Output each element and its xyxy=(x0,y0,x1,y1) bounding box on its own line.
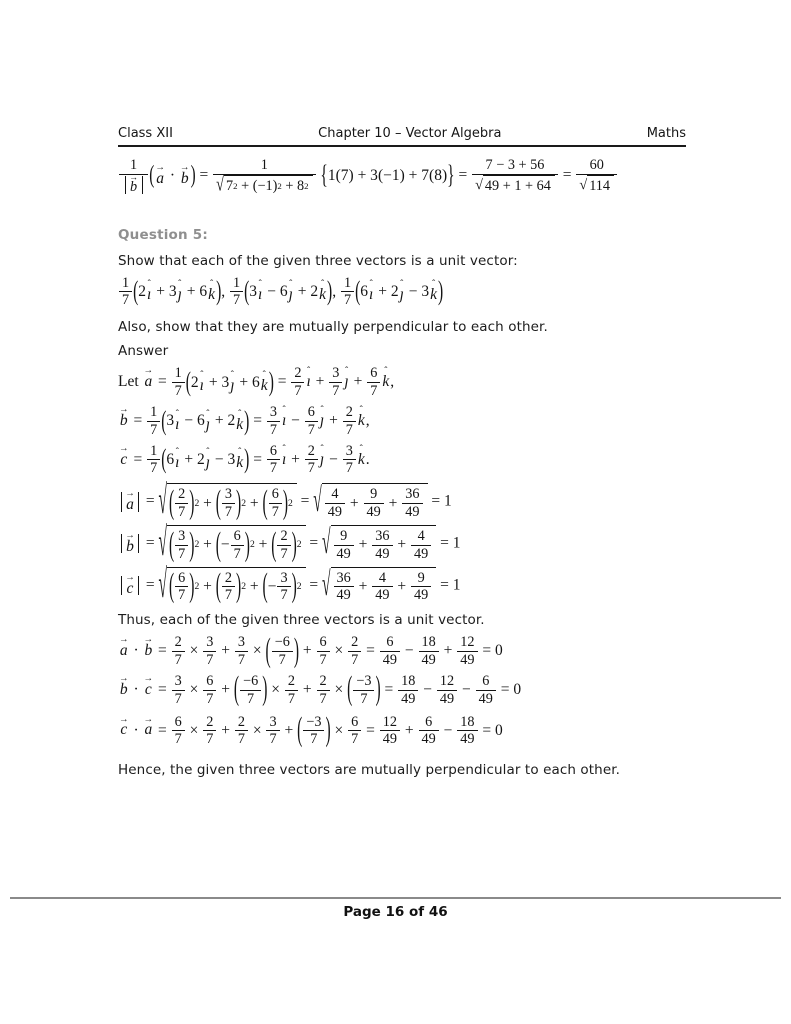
equation-magnitude-c: → c = √ ( 6 7 ) 2 + ( 2 7 ) 2 + ( − $\frac{3}{7}$ ) 2 = √ 36 49 + $\frac{4}{49}$ + $\frac{9}{49}$ = 1 xyxy=(118,567,686,605)
equation-dot-ca: → c · → a = $\frac{6}{7}$ × $\frac{2}{7}$ + $\frac{2}{7}$ × $\frac{3}{7}$ + ( −3 7 ) × $\frac{6}{7}$ = $\frac{12}{49}$ + $\frac{6}{49}$ − $\frac{18}{49}$ = 0 xyxy=(119,711,503,750)
equation-dot-product-result: 1 → b ( → a · → b ) = 1 √ 7 2 + ( −1 ) 2 + 8 2 { 1 ( 7 ) + 3 ( −1 ) + 7 ( 8 ) } = 7 − 3 + 56 √ 49 + 1 + 64 = 60 √ 114 xyxy=(118,157,686,195)
question-label: Question 5: xyxy=(118,226,208,243)
equation-dot-ab: → a · → b = $\frac{2}{7}$ × $\frac{3}{7}$ + $\frac{3}{7}$ × ( −6 7 ) + $\frac{6}{7}$ × $\frac{2}{7}$ = $\frac{6}{49}$ − $\frac{18}{49}$ + $\frac{12}{49}$ = 0 xyxy=(119,632,503,670)
header-class: Class XII xyxy=(118,126,173,141)
answer-label: Answer xyxy=(118,343,169,360)
equation-vector-b: → b = $\frac{1}{7}$ ( 3 ˆ ı − 6 ˆ ȷ + 2 ˆ k ) = $\frac{3}{7}$ ˆ ı − $\frac{6}{7}$ ˆ ȷ + $\frac{2}{7}$ ˆ k , xyxy=(119,403,370,438)
hence-text: Hence, the given three vectors are mutually perpendicular to each other. xyxy=(118,762,621,779)
equation-magnitude-a: → a = √ ( 2 7 ) 2 + ( 3 7 ) 2 + ( 6 7 ) 2 = √ 4 49 + $\frac{9}{49}$ + $\frac{36}{49}$ = 1 xyxy=(118,483,686,521)
equation-let-a: Let → a = $\frac{1}{7}$ ( 2 ˆ ı + 3 ˆ ȷ + 6 ˆ k ) = $\frac{2}{7}$ ˆ ı + $\frac{3}{7}$ ˆ ȷ + $\frac{6}{7}$ ˆ k , xyxy=(118,365,395,400)
footer-page-number: Page 16 of 46 xyxy=(343,904,448,920)
footer-rule xyxy=(10,897,781,899)
thus-text: Thus, each of the given three vectors is a unit vector. xyxy=(118,612,485,629)
header-chapter-title: Chapter 10 – Vector Algebra xyxy=(318,126,502,141)
page-header xyxy=(118,126,686,147)
page-content xyxy=(118,126,686,778)
equation-dot-bc: → b · → c = $\frac{3}{7}$ × $\frac{6}{7}$ + ( −6 7 ) × $\frac{2}{7}$ + $\frac{2}{7}$ × ( −3 7 ) = $\frac{18}{49}$ − $\frac{12}{49}$ − $\frac{6}{49}$ = 0 xyxy=(119,670,522,709)
also-text: Also, show that they are mutually perpendicular to each other. xyxy=(118,319,548,336)
equation-given-vectors: $\frac{1}{7}$ ( 2 ˆ ı + 3 ˆ ȷ + 6 ˆ k ) , $\frac{1}{7}$ ( 3 ˆ ı − 6 ˆ ȷ + 2 ˆ k ) , $\frac{1}{7}$ ( 6 ˆ ı + 2 ˆ ȷ − 3 ˆ k ) xyxy=(118,275,686,310)
question-text: Show that each of the given three vectors is a unit vector: xyxy=(118,252,518,269)
equation-vector-c: → c = $\frac{1}{7}$ ( 6 ˆ ı + 2 ˆ ȷ − 3 ˆ k ) = $\frac{6}{7}$ ˆ ı + $\frac{2}{7}$ ˆ ȷ − $\frac{3}{7}$ ˆ k . xyxy=(119,442,370,477)
header-subject: Maths xyxy=(646,126,686,141)
equation-magnitude-b: → b = √ ( 3 7 ) 2 + ( − $\frac{6}{7}$ ) 2 + ( 2 7 ) 2 = √ 9 49 + $\frac{36}{49}$ + $\frac{4}{49}$ = 1 xyxy=(118,525,686,563)
